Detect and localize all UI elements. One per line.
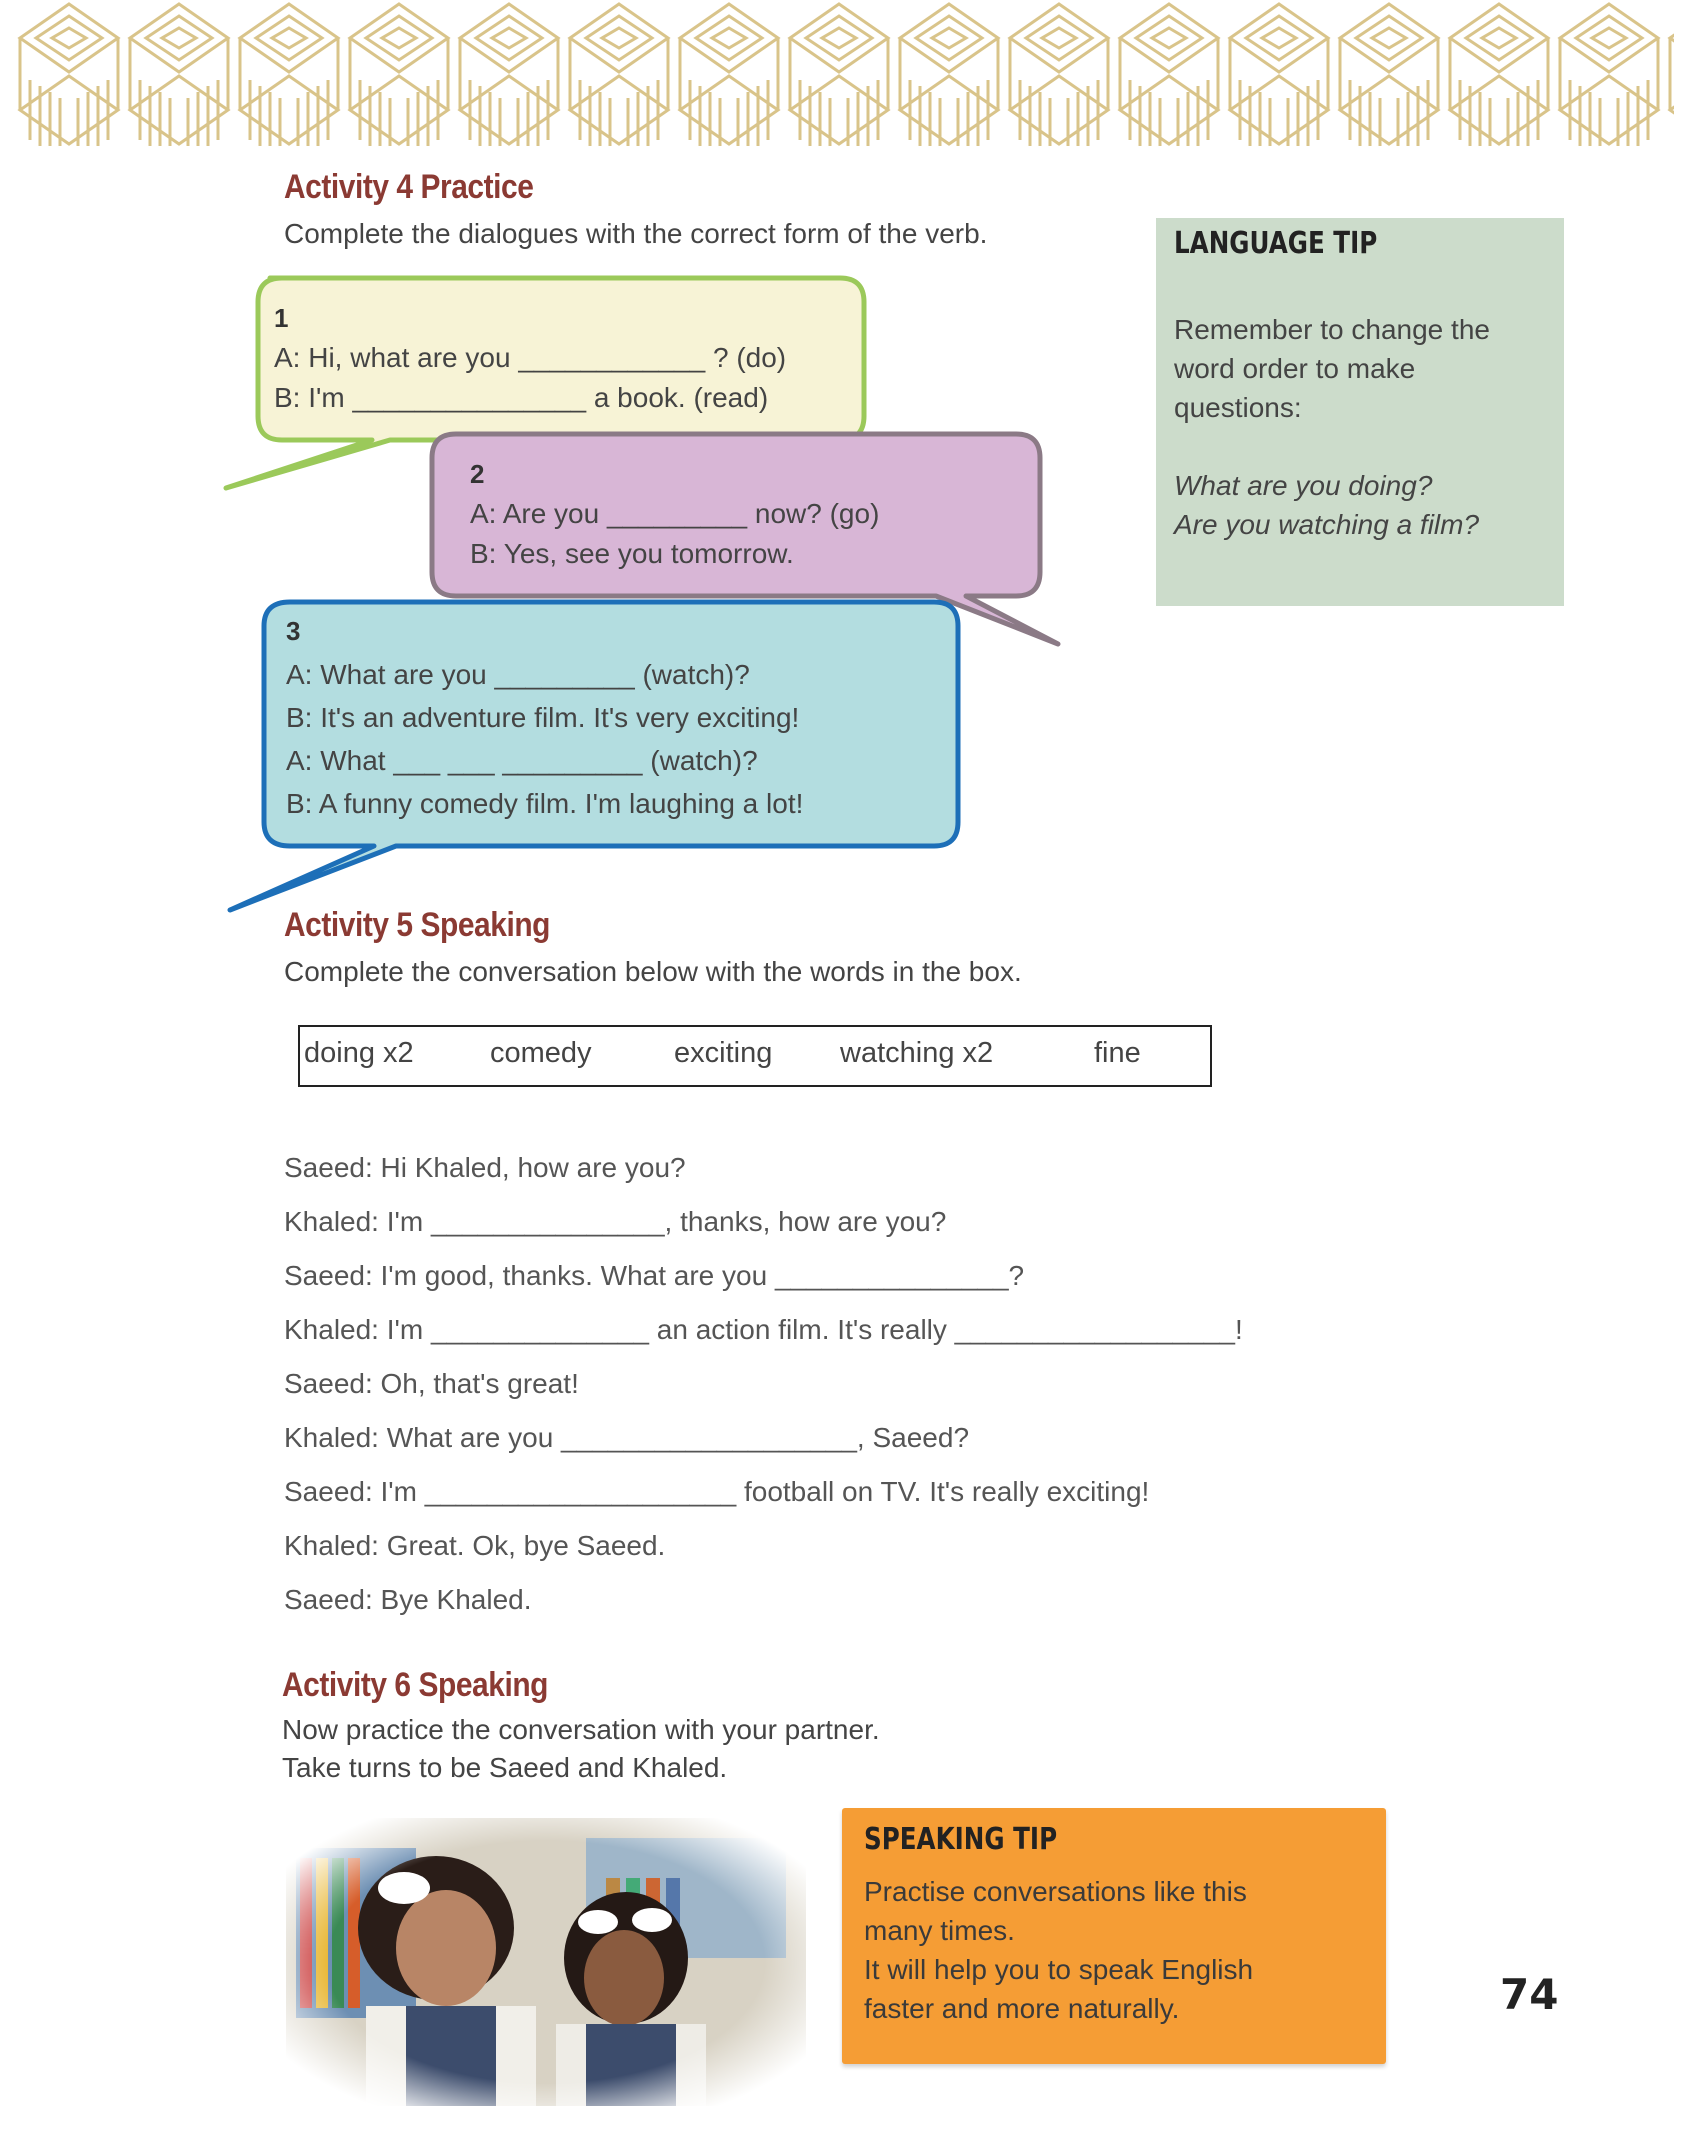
activity6-instruction: Take turns to be Saeed and Khaled.	[282, 1752, 728, 1783]
activity4-title: Activity 4 Practice	[284, 168, 534, 206]
word-box-item: comedy	[490, 1037, 592, 1069]
conversation-line: Khaled: What are you ___________________, Saeed?	[284, 1422, 970, 1453]
dialogue-2-line: A: Are you _________ now? (go)	[470, 498, 880, 529]
word-box-item: doing x2	[304, 1037, 414, 1069]
dialogue-3	[286, 610, 803, 825]
conversation-line: Saeed: Oh, that's great!	[284, 1368, 579, 1399]
speaking-tip-line: faster and more naturally.	[864, 1993, 1180, 2024]
conversation-line: Khaled: I'm _______________, thanks, how are you?	[284, 1206, 947, 1237]
dialogue-2-line: B: Yes, see you tomorrow.	[470, 538, 794, 569]
conversation-line: Khaled: I'm ______________ an action film. It's really __________________!	[284, 1314, 1243, 1345]
conversation-line: Saeed: Hi Khaled, how are you?	[284, 1152, 686, 1183]
dialogue-3-line: B: It's an adventure film. It's very exciting!	[286, 702, 800, 733]
speaking-tip-text	[864, 1872, 1253, 2028]
conversation-line: Saeed: I'm ____________________ football on TV. It's really exciting!	[284, 1476, 1150, 1507]
dialogue-2	[470, 454, 879, 574]
speaking-tip-line: It will help you to speak English	[864, 1954, 1254, 1985]
dialogue-3-number: 3	[286, 616, 301, 646]
activity4-instruction: Complete the dialogues with the correct form of the verb.	[284, 218, 988, 249]
word-box-item: fine	[1094, 1037, 1141, 1069]
language-tip-text	[1174, 310, 1490, 427]
activity6-instruction: Now practice the conversation with your partner.	[282, 1714, 880, 1745]
language-tip-heading: LANGUAGE TIP	[1174, 226, 1378, 261]
conversation-line: Saeed: Bye Khaled.	[284, 1584, 532, 1615]
dialogue-3-line: A: What ___ ___ _________ (watch)?	[286, 745, 758, 776]
dialogue-1	[274, 298, 786, 418]
language-tip-box	[1156, 218, 1564, 606]
speaking-tip-line: many times.	[864, 1915, 1015, 1946]
activity6-title: Activity 6 Speaking	[282, 1666, 549, 1704]
conversation-line: Khaled: Great. Ok, bye Saeed.	[284, 1530, 666, 1561]
page-number: 74	[1500, 1970, 1559, 2019]
dialogue-1-number: 1	[274, 303, 289, 333]
speaking-tip-box	[842, 1808, 1386, 2064]
word-box-item: exciting	[674, 1037, 773, 1069]
language-tip-line: Remember to change the	[1174, 314, 1490, 345]
language-tip-line: questions:	[1174, 392, 1302, 423]
language-tip-example: What are you doing?	[1174, 470, 1433, 501]
dialogue-1-line: B: I'm _______________ a book. (read)	[274, 382, 769, 413]
conversation-line: Saeed: I'm good, thanks. What are you _______________?	[284, 1260, 1025, 1291]
students-photo	[286, 1818, 806, 2106]
activity5-title: Activity 5 Speaking	[284, 906, 551, 944]
activity5-instruction: Complete the conversation below with the words in the box.	[284, 956, 1022, 987]
dialogue-2-number: 2	[470, 459, 485, 489]
language-tip-examples	[1174, 466, 1479, 544]
decorative-banner	[14, 0, 1674, 148]
speaking-tip-heading: SPEAKING TIP	[864, 1822, 1058, 1857]
language-tip-line: word order to make	[1174, 353, 1416, 384]
dialogue-3-line: A: What are you _________ (watch)?	[286, 659, 750, 690]
word-box	[298, 1025, 1212, 1087]
language-tip-example: Are you watching a film?	[1174, 509, 1480, 540]
speaking-tip-line: Practise conversations like this	[864, 1876, 1247, 1907]
dialogue-bubbles	[0, 270, 1100, 930]
dialogue-3-line: B: A funny comedy film. I'm laughing a lot!	[286, 788, 804, 819]
dialogue-1-line: A: Hi, what are you ____________ ? (do)	[274, 342, 787, 373]
word-box-item: watching x2	[840, 1037, 994, 1069]
